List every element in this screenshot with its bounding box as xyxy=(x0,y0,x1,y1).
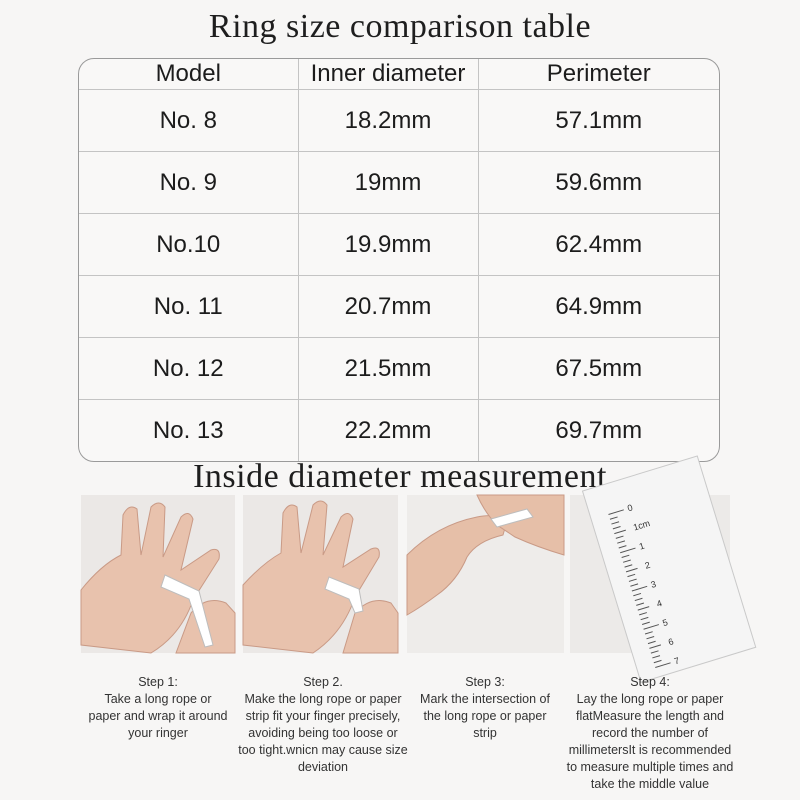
model-cell: No. 13 xyxy=(79,400,298,461)
perimeter-cell: 64.9mm xyxy=(478,276,719,338)
inner-diameter-cell: 19mm xyxy=(298,152,478,214)
step-4-photo-ruler xyxy=(570,495,730,667)
inner-diameter-cell: 20.7mm xyxy=(298,276,478,338)
perimeter-cell: 69.7mm xyxy=(555,416,643,444)
step-text: Lay the long rope or paper flatMeasure the length and record the number of millimetersIt is recommended to measure multiple times and take the middle value xyxy=(566,692,734,791)
ruler-label: 7 xyxy=(672,655,681,667)
step-label: Step 2. xyxy=(303,675,343,689)
perimeter-cell: 57.1mm xyxy=(478,90,719,152)
step-text: Mark the intersection of the long rope or paper strip xyxy=(420,692,550,740)
inner-diameter-cell: 21.5mm xyxy=(298,338,478,400)
model-cell: No. 9 xyxy=(79,152,298,214)
step-label: Step 1: xyxy=(138,675,178,689)
step-3-caption xyxy=(410,674,560,742)
step-label: Step 3: xyxy=(465,675,505,689)
table-row xyxy=(79,214,719,276)
model-cell: No. 8 xyxy=(79,90,298,152)
step-1-photo xyxy=(81,495,235,653)
perimeter-cell: 59.6mm xyxy=(478,152,719,214)
ruler-label: 5 xyxy=(661,617,669,629)
inner-diameter-cell: 22.2mm xyxy=(298,400,478,461)
ruler-label: 2 xyxy=(643,559,652,571)
perimeter-cell: 62.4mm xyxy=(478,214,719,276)
column-header-perimeter: Perimeter xyxy=(478,59,719,90)
ruler-label: 6 xyxy=(667,636,675,648)
table-row xyxy=(79,276,719,338)
section-title: Inside diameter measurement xyxy=(193,458,607,495)
ruler-label: 4 xyxy=(655,598,664,610)
step-1-caption xyxy=(88,674,228,742)
page-title: Ring size comparison table xyxy=(208,8,592,45)
step-text: Take a long rope or paper and wrap it around your ringer xyxy=(88,692,228,740)
model-cell: No.10 xyxy=(79,214,298,276)
column-header-inner-diameter: Inner diameter xyxy=(298,59,478,90)
model-cell: No. 12 xyxy=(79,338,298,400)
table-header-row xyxy=(79,59,719,90)
ruler-label: 0 xyxy=(626,502,634,514)
inner-diameter-cell: 19.9mm xyxy=(298,214,478,276)
perimeter-cell: 67.5mm xyxy=(478,338,719,400)
table-row xyxy=(79,152,719,214)
step-3-photo xyxy=(407,495,564,653)
table-row xyxy=(79,338,719,400)
ruler-label: 3 xyxy=(649,578,658,590)
step-text: Make the long rope or paper strip fit your finger precisely, avoiding being too loose or too tight.wnicn may cause size deviation xyxy=(238,692,408,774)
ruler-label: 1cm xyxy=(632,518,652,533)
step-4-caption xyxy=(562,674,738,793)
step-2-caption xyxy=(238,674,408,776)
ring-size-table xyxy=(78,58,720,462)
model-cell: No. 11 xyxy=(79,276,298,338)
step-2-photo xyxy=(243,495,398,653)
column-header-model: Model xyxy=(79,59,298,90)
step-label: Step 4: xyxy=(630,675,670,689)
ruler-label: 1 xyxy=(637,540,646,552)
inner-diameter-cell: 18.2mm xyxy=(298,90,478,152)
table-row xyxy=(79,90,719,152)
table-row xyxy=(79,400,719,461)
